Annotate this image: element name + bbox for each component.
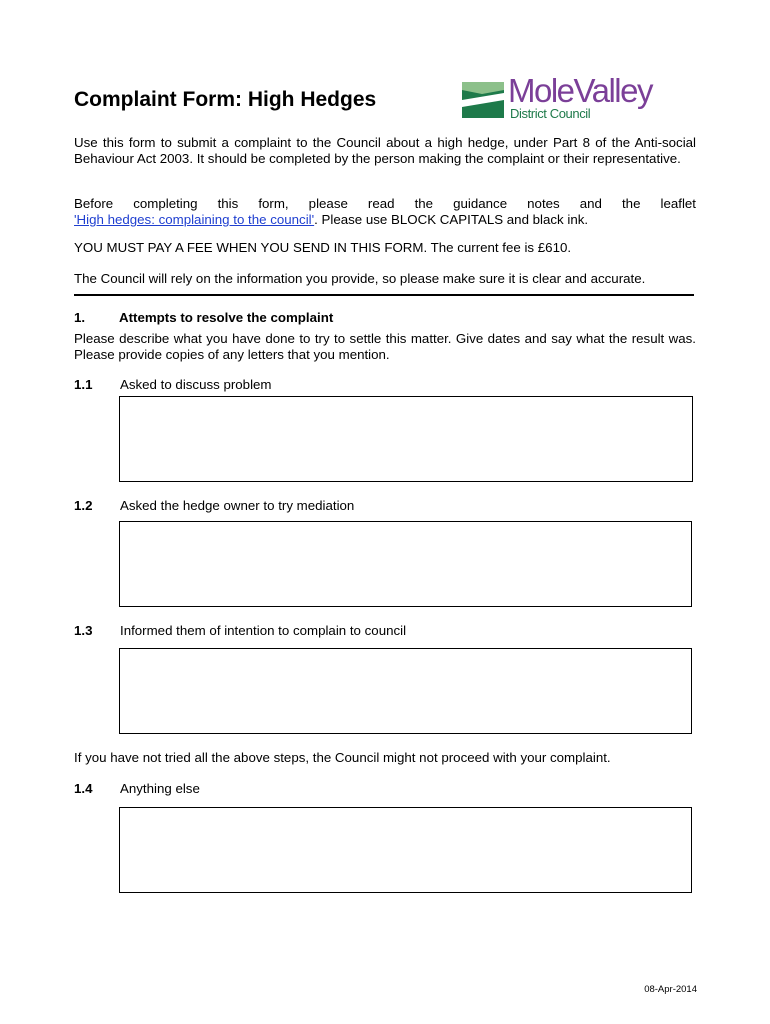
section-divider: [74, 294, 694, 296]
logo-subtitle: District Council: [510, 106, 591, 121]
steps-warning: If you have not tried all the above steps, the Council might not proceed with your complaint.: [74, 750, 611, 765]
fee-notice: YOU MUST PAY A FEE WHEN YOU SEND IN THIS FORM. The current fee is £610.: [74, 240, 572, 255]
intro-paragraph-2-tail: . Please use BLOCK CAPITALS and black ink.: [314, 212, 589, 227]
section-1-description: Please describe what you have done to try to settle this matter. Give dates and say what the result was. Please provide copies of any letters that you mention.: [74, 331, 696, 362]
logo-name-part1: Mole: [508, 72, 574, 109]
guidance-leaflet-link[interactable]: 'High hedges: complaining to the council': [74, 212, 315, 227]
mole-valley-logo: [462, 72, 662, 122]
item-1-4-number: 1.4: [74, 781, 93, 796]
anything-else-field[interactable]: [119, 807, 692, 893]
intention-to-complain-field[interactable]: [119, 648, 692, 734]
intro-paragraph-1: Use this form to submit a complaint to the Council about a high hedge, under Part 8 of the Anti-social Behaviour Act 2003. It should be completed by the person making the complaint or their representative.: [74, 135, 696, 166]
footer-date: 08-Apr-2014: [644, 984, 697, 995]
intro-paragraph-2-line1: Before completing this form, please read the guidance notes and the leaflet: [74, 196, 696, 211]
section-1-title: Attempts to resolve the complaint: [119, 310, 334, 325]
page-title: Complaint Form: High Hedges: [74, 88, 377, 111]
item-1-1-label: Asked to discuss problem: [120, 377, 272, 392]
item-1-2-label: Asked the hedge owner to try mediation: [120, 498, 355, 513]
item-1-2-number: 1.2: [74, 498, 93, 513]
item-1-3-number: 1.3: [74, 623, 93, 638]
section-1-number: 1.: [74, 310, 86, 325]
accuracy-notice: The Council will rely on the information you provide, so please make sure it is clear and accurate.: [74, 271, 646, 286]
mediation-field[interactable]: [119, 521, 692, 607]
logo-name-part2: Valley: [573, 72, 652, 109]
discuss-problem-field[interactable]: [119, 396, 693, 482]
item-1-3-label: Informed them of intention to complain to council: [120, 623, 407, 638]
item-1-4-label: Anything else: [120, 781, 200, 796]
item-1-1-number: 1.1: [74, 377, 93, 392]
intro-paragraph-2: [74, 196, 696, 228]
